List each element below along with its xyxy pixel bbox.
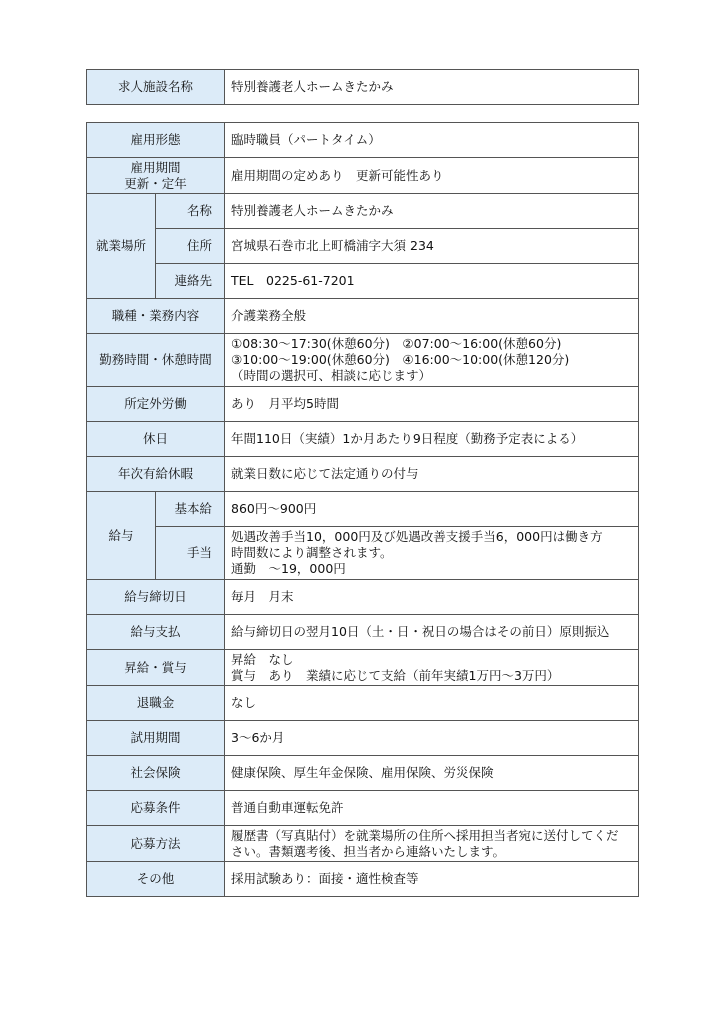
hours-line1: ①08:30～17:30(休憩60分) ②07:00～16:00(休憩60分)	[231, 336, 562, 351]
hours-line2: ③10:00～19:00(休憩60分) ④16:00～10:00(休憩120分)	[231, 352, 570, 367]
apply-method-row	[87, 826, 639, 862]
job-details-table	[86, 122, 639, 897]
hours-label: 勤務時間・休憩時間	[87, 334, 225, 387]
workplace-name-label: 名称	[156, 194, 225, 229]
salary-label: 給与	[87, 492, 156, 580]
hours-row	[87, 334, 639, 387]
retirement-label: 退職金	[87, 686, 225, 721]
paid-leave-label: 年次有給休暇	[87, 457, 225, 492]
apply-method-label: 応募方法	[87, 826, 225, 862]
salary-allowance-value	[225, 527, 639, 580]
apply-method-value	[225, 826, 639, 862]
pay-payment-row	[87, 615, 639, 650]
salary-allowance-row	[87, 527, 639, 580]
salary-base-row	[87, 492, 639, 527]
apply-method-line2: さい。書類選考後、担当者から連絡いたします。	[231, 843, 506, 859]
holidays-row	[87, 422, 639, 457]
retirement-row	[87, 686, 639, 721]
workplace-label: 就業場所	[87, 194, 156, 299]
other-row	[87, 862, 639, 897]
insurance-value: 健康保険、厚生年金保険、雇用保険、労災保険	[225, 756, 639, 791]
probation-row	[87, 721, 639, 756]
requirements-row	[87, 791, 639, 826]
pay-cutoff-row	[87, 580, 639, 615]
insurance-label: 社会保険	[87, 756, 225, 791]
workplace-name-row	[87, 194, 639, 229]
holidays-label: 休日	[87, 422, 225, 457]
employment-period-label-line1: 雇用期間	[130, 159, 181, 175]
employment-period-row	[87, 158, 639, 194]
overtime-value: あり 月平均5時間	[225, 387, 639, 422]
pay-cutoff-value: 毎月 月末	[225, 580, 639, 615]
job-label: 職種・業務内容	[87, 299, 225, 334]
probation-label: 試用期間	[87, 721, 225, 756]
employment-period-value: 雇用期間の定めあり 更新可能性あり	[225, 158, 639, 194]
employment-type-value: 臨時職員（パートタイム）	[225, 123, 639, 158]
retirement-value: なし	[225, 686, 639, 721]
facility-label: 求人施設名称	[87, 70, 225, 105]
pay-payment-value: 給与締切日の翌月10日（土・日・祝日の場合はその前日）原則振込	[225, 615, 639, 650]
requirements-value: 普通自動車運転免許	[225, 791, 639, 826]
other-value: 採用試験あり：面接・適性検査等	[225, 862, 639, 897]
facility-value: 特別養護老人ホームきたかみ	[225, 70, 639, 105]
workplace-address-label: 住所	[156, 229, 225, 264]
raise-bonus-label: 昇給・賞与	[87, 650, 225, 686]
salary-base-value: 860円～900円	[225, 492, 639, 527]
paid-leave-row	[87, 457, 639, 492]
workplace-address-row	[87, 229, 639, 264]
pay-payment-label: 給与支払	[87, 615, 225, 650]
probation-value: 3～6か月	[225, 721, 639, 756]
raise-bonus-row	[87, 650, 639, 686]
facility-table	[86, 69, 639, 105]
requirements-label: 応募条件	[87, 791, 225, 826]
pay-cutoff-label: 給与締切日	[87, 580, 225, 615]
salary-allowance-line3: 通勤 ～19，000円	[231, 561, 346, 576]
workplace-contact-row	[87, 264, 639, 299]
employment-period-label-line2: 更新・定年	[124, 175, 187, 191]
holidays-value: 年間110日（実績）1か月あたり9日程度（勤務予定表による）	[225, 422, 639, 457]
workplace-name-value: 特別養護老人ホームきたかみ	[225, 194, 639, 229]
raise-bonus-value	[225, 650, 639, 686]
hours-value	[225, 334, 639, 387]
employment-period-label	[87, 158, 225, 194]
workplace-contact-value: TEL 0225-61-7201	[225, 264, 639, 299]
facility-row	[87, 70, 639, 105]
raise-line: 昇給 なし	[231, 651, 294, 667]
job-row	[87, 299, 639, 334]
salary-base-label: 基本給	[156, 492, 225, 527]
insurance-row	[87, 756, 639, 791]
salary-allowance-line1: 処遇改善手当10，000円及び処遇改善支援手当6，000円は働き方	[231, 529, 603, 544]
paid-leave-value: 就業日数に応じて法定通りの付与	[225, 457, 639, 492]
salary-allowance-line2: 時間数により調整されます。	[231, 545, 393, 560]
employment-type-label: 雇用形態	[87, 123, 225, 158]
job-value: 介護業務全般	[225, 299, 639, 334]
hours-line3: （時間の選択可、相談に応じます）	[231, 368, 432, 383]
overtime-row	[87, 387, 639, 422]
bonus-line: 賞与 あり 業績に応じて支給（前年実績1万円～3万円）	[231, 667, 560, 683]
employment-type-row	[87, 123, 639, 158]
workplace-contact-label: 連絡先	[156, 264, 225, 299]
workplace-address-value: 宮城県石巻市北上町橋浦字大須 234	[225, 229, 639, 264]
apply-method-line1: 履歴書（写真貼付）を就業場所の住所へ採用担当者宛に送付してくだ	[231, 827, 619, 843]
salary-allowance-label: 手当	[156, 527, 225, 580]
other-label: その他	[87, 862, 225, 897]
overtime-label: 所定外労働	[87, 387, 225, 422]
